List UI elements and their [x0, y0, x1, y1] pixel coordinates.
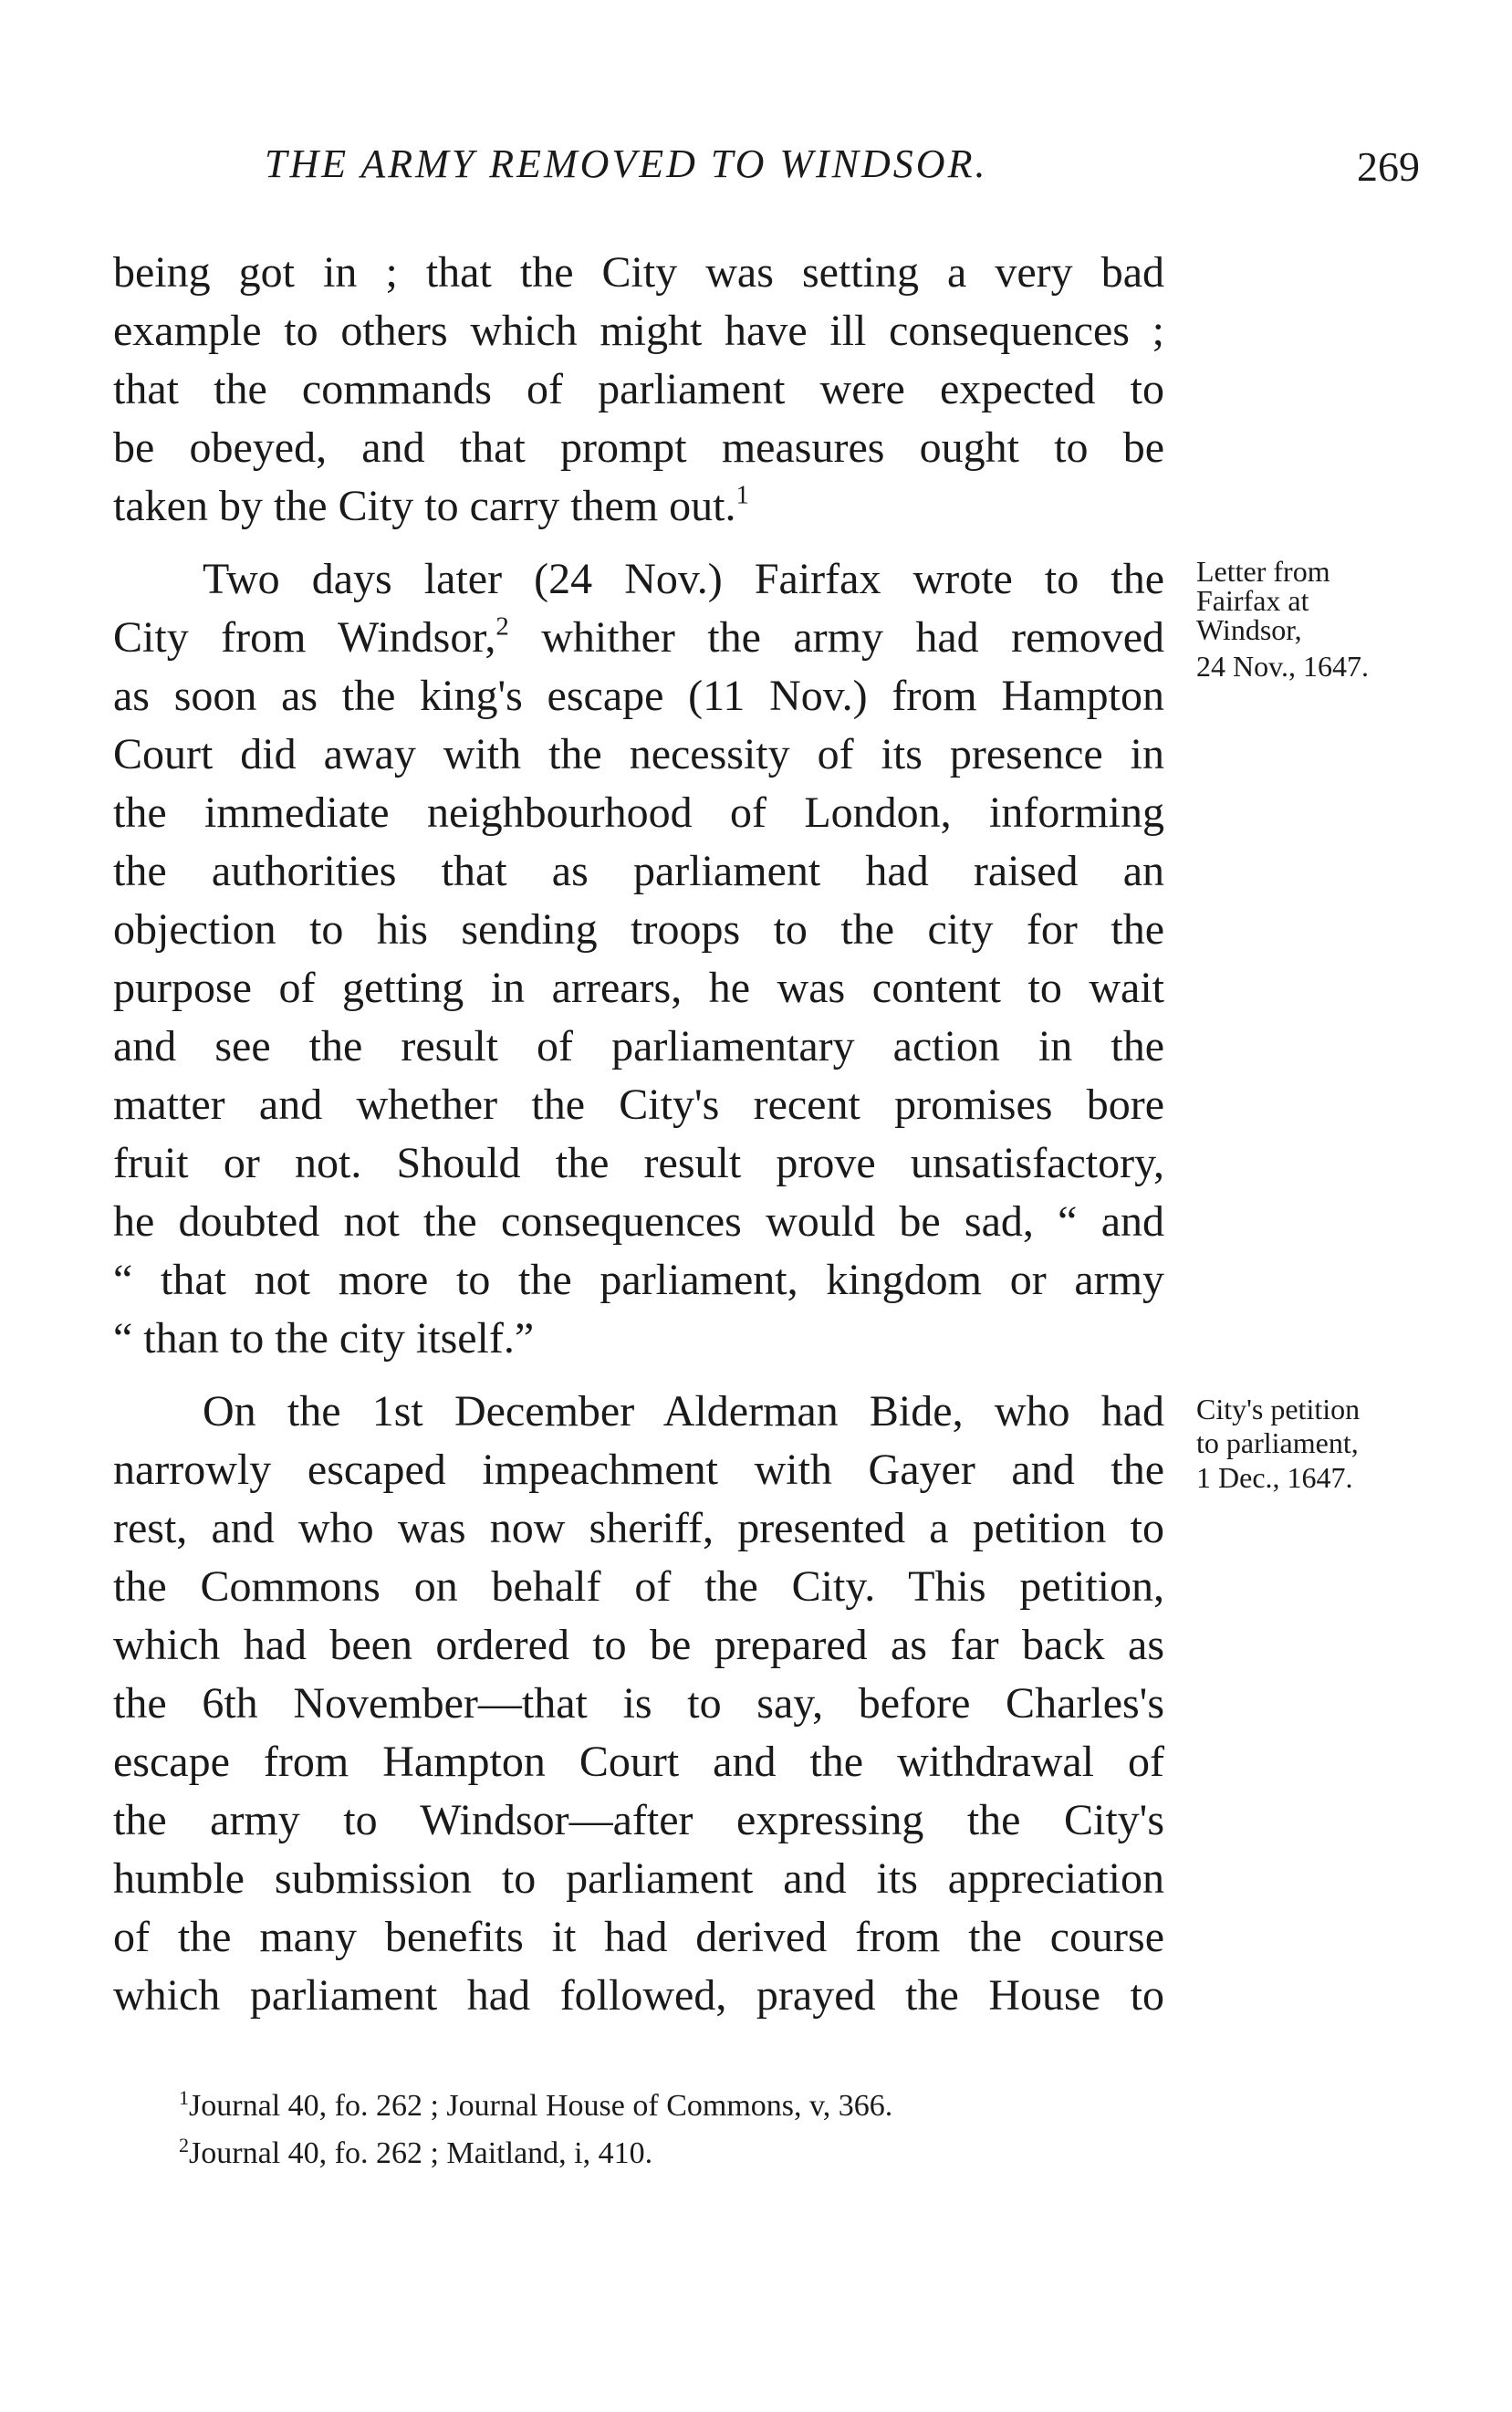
text-line: fruit or not. Should the result prove unsatisfactory,: [113, 1139, 1164, 1187]
text-line: of the many benefits it had derived from the course: [113, 1913, 1164, 1961]
text-line: the Commons on behalf of the City. This petition,: [113, 1562, 1164, 1611]
text-line: purpose of getting in arrears, he was content to wait: [113, 964, 1164, 1012]
text-line: objection to his sending troops to the city for the: [113, 905, 1164, 954]
text-line: the army to Windsor—after expressing the City's: [113, 1796, 1164, 1844]
text-line: “ than to the city itself.”: [113, 1314, 535, 1363]
text-line: escape from Hampton Court and the withdrawal of: [113, 1738, 1164, 1786]
margin-note-line: City's petition: [1196, 1393, 1361, 1425]
footnote: [179, 2085, 893, 2123]
footnote-reference: 2: [495, 611, 509, 642]
margin-note-line: 24 Nov., 1647.: [1196, 650, 1370, 683]
text-line: rest, and who was now sheriff, presented a petition to: [113, 1504, 1164, 1552]
text-line: [113, 611, 1165, 662]
text-line: be obeyed, and that prompt measures ought to be: [113, 423, 1164, 472]
footnote-text: Journal 40, fo. 262 ; Maitland, i, 410.: [189, 2136, 653, 2170]
text-line-content: whither the army had removed: [541, 613, 1165, 662]
text-line: humble submission to parliament and its appreciation: [113, 1854, 1164, 1903]
text-line: On the 1st December Alderman Bide, who had: [203, 1387, 1164, 1436]
text-line: narrowly escaped impeachment with Gayer and the: [113, 1446, 1164, 1494]
margin-note-line: to parliament,: [1196, 1426, 1359, 1459]
text-line-content: taken by the City to carry them out.: [113, 482, 736, 530]
text-line: the authorities that as parliament had raised an: [113, 847, 1164, 895]
text-line: [113, 480, 1164, 530]
text-line-content: City from Windsor,: [113, 613, 496, 662]
text-line: and see the result of parliamentary action in the: [113, 1022, 1164, 1070]
text-line: matter and whether the City's recent promises bore: [113, 1081, 1164, 1129]
footnote-reference: 1: [735, 480, 749, 510]
margin-note-line: Windsor,: [1196, 613, 1302, 646]
text-line: which parliament had followed, prayed the House to: [113, 1971, 1164, 2020]
text-line: Court did away with the necessity of its presence in: [113, 730, 1164, 778]
text-line: example to others which might have ill consequences ;: [113, 307, 1164, 355]
text-line: the immediate neighbourhood of London, informing: [113, 788, 1164, 837]
margin-note-line: Fairfax at: [1196, 584, 1309, 617]
footnote: [179, 2133, 653, 2170]
text-line: which had been ordered to be prepared as far back as: [113, 1621, 1164, 1669]
text-line: the 6th November—that is to say, before Charles's: [113, 1679, 1164, 1728]
text-line: as soon as the king's escape (11 Nov.) from Hampton: [113, 672, 1164, 720]
footnote-text: Journal 40, fo. 262 ; Journal House of Commons, v, 366.: [189, 2089, 893, 2123]
text-line: “ that not more to the parliament, kingdom or army: [113, 1256, 1164, 1304]
margin-note-line: 1 Dec., 1647.: [1196, 1461, 1353, 1494]
text-line: he doubted not the consequences would be sad, “ and: [113, 1197, 1164, 1246]
footnote-mark: 1: [179, 2085, 190, 2109]
text-line: Two days later (24 Nov.) Fairfax wrote to the: [203, 555, 1164, 603]
text-line: being got in ; that the City was setting a very bad: [113, 248, 1164, 297]
margin-note-line: Letter from: [1196, 555, 1330, 588]
text-line: that the commands of parliament were expected to: [113, 365, 1164, 413]
page-number: 269: [1357, 143, 1420, 190]
running-title: THE ARMY REMOVED TO WINDSOR.: [265, 141, 988, 186]
footnote-mark: 2: [179, 2133, 190, 2156]
